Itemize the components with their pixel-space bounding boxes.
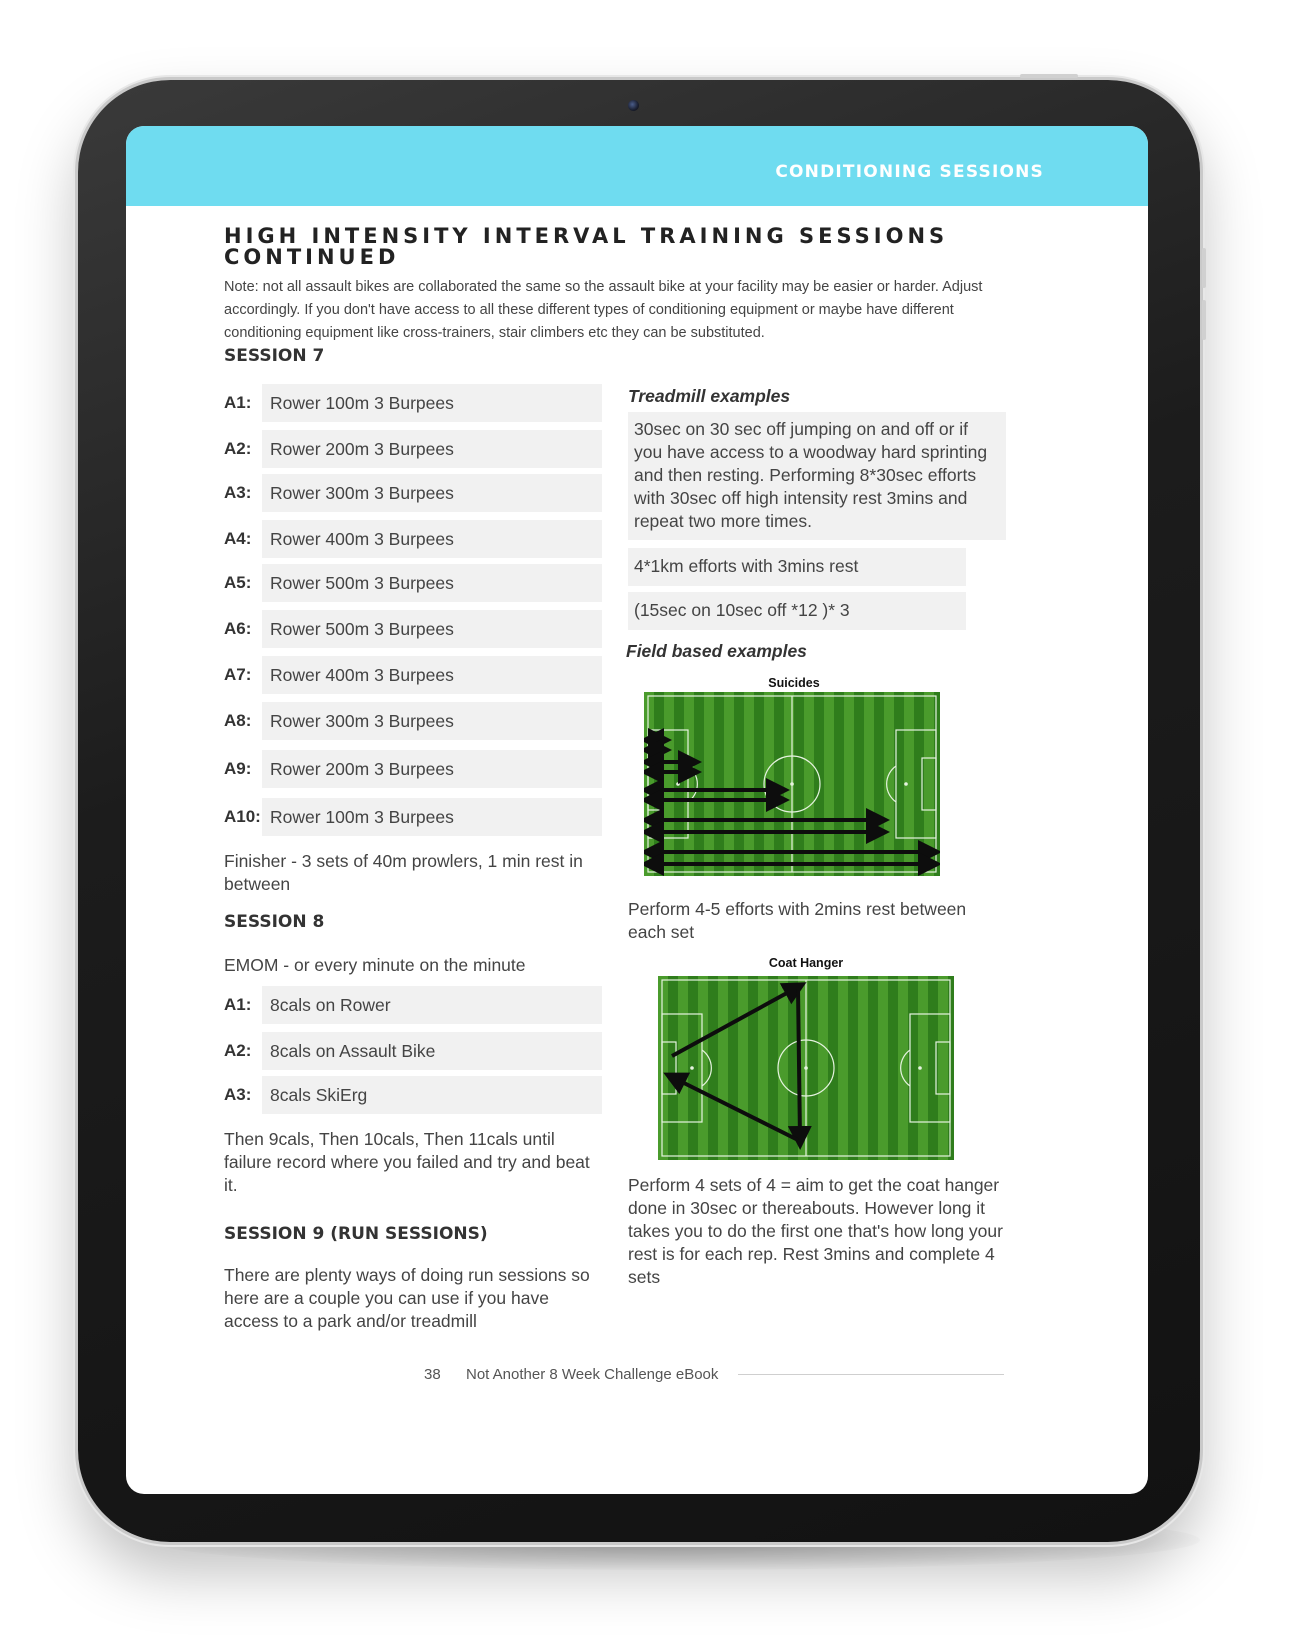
list-item [224,986,604,1024]
row-text: Rower 200m 3 Burpees [270,759,454,779]
row-label: A1: [224,393,252,412]
field-heading: Field based examples [626,641,807,661]
row-label: A7: [224,665,252,684]
row-text: Rower 200m 3 Burpees [270,439,454,459]
session-8-outro: Then 9cals, Then 10cals, Then 11cals until failure record where you failed and try and beat it. [224,1129,590,1195]
row-label: A1: [224,995,252,1014]
session-7-finisher: Finisher - 3 sets of 40m prowlers, 1 min rest in between [224,851,583,894]
list-item [224,1076,604,1114]
list-item [224,564,604,602]
row-label: A3: [224,1085,252,1104]
list-item [224,702,604,740]
section-banner [126,126,1148,206]
list-item [224,430,604,468]
treadmill-item: (15sec on 10sec off *12 )* 3 [634,600,850,620]
session-8-heading: SESSION 8 [224,912,325,932]
row-label: A2: [224,439,252,458]
row-text: 8cals on Rower [270,995,391,1015]
camera-icon [628,100,639,111]
list-item [224,750,604,788]
row-text: Rower 500m 3 Burpees [270,619,454,639]
suicides-caption: Perform 4-5 efforts with 2mins rest between each set [628,899,967,942]
page-title [224,226,1044,268]
list-item [224,474,604,512]
row-text: Rower 300m 3 Burpees [270,483,454,503]
row-text: Rower 400m 3 Burpees [270,529,454,549]
session-8-intro: EMOM - or every minute on the minute [224,955,526,975]
row-text: Rower 100m 3 Burpees [270,807,454,827]
ebook-page [126,126,1148,1494]
treadmill-item: 30sec on 30 sec off jumping on and off or if you have access to a woodway hard sprinting and then resting. Performing 8*30sec efforts with 30sec off high intensity rest 3mins and repeat two more times. [634,419,988,531]
row-text: Rower 400m 3 Burpees [270,665,454,685]
session-7-heading: SESSION 7 [224,346,325,366]
treadmill-item: 4*1km efforts with 3mins rest [634,556,859,576]
row-label: A2: [224,1041,252,1060]
session-9-heading: SESSION 9 (RUN SESSIONS) [224,1224,488,1244]
row-label: A9: [224,759,252,778]
row-label: A4: [224,529,252,548]
list-item [224,798,604,836]
tablet-top-button [1020,74,1078,78]
row-text: Rower 500m 3 Burpees [270,573,454,593]
row-text: 8cals SkiErg [270,1085,368,1105]
section-banner-title: CONDITIONING SESSIONS [775,162,1044,182]
row-label: A8: [224,711,252,730]
row-text: Rower 300m 3 Burpees [270,711,454,731]
page-title-line-1: HIGH INTENSITY INTERVAL TRAINING SESSIONS [224,224,949,248]
intro-note: Note: not all assault bikes are collaborated the same so the assault bike at your facility may be easier or harder. Adjust accordingly. If you don't have access to all these different types of conditioning equipment or maybe have different conditioning equipment like cross-trainers, stair climbers etc they can be substituted. [224,279,983,341]
row-text: 8cals on Assault Bike [270,1041,436,1061]
tablet-side-button-2 [1202,300,1206,340]
page-title-line-2: CONTINUED [224,245,400,269]
list-item [224,610,604,648]
row-label: A3: [224,483,252,502]
row-label: A5: [224,573,252,592]
coat-hanger-pitch-diagram [658,976,954,1160]
suicides-label: Suicides [768,676,820,690]
page-number: 38 [424,1366,441,1383]
session-9-text: There are plenty ways of doing run sessions so here are a couple you can use if you have access to a park and/or treadmill [224,1265,590,1331]
suicides-pitch-diagram [644,692,940,876]
coat-hanger-caption: Perform 4 sets of 4 = aim to get the coat hanger done in 30sec or thereabouts. However long it takes you to do the first one that's how long your rest is for each rep. Rest 3mins and complete 4 sets [628,1175,1003,1287]
coat-hanger-label: Coat Hanger [768,956,844,970]
tablet-side-button-1 [1202,248,1206,288]
list-item [224,520,604,558]
list-item [224,656,604,694]
list-item [224,384,604,422]
list-item [224,1032,604,1070]
treadmill-heading: Treadmill examples [628,386,791,406]
book-title: Not Another 8 Week Challenge eBook [466,1366,719,1383]
row-label: A10: [224,807,261,826]
row-label: A6: [224,619,252,638]
footer-divider [738,1374,1004,1375]
row-text: Rower 100m 3 Burpees [270,393,454,413]
